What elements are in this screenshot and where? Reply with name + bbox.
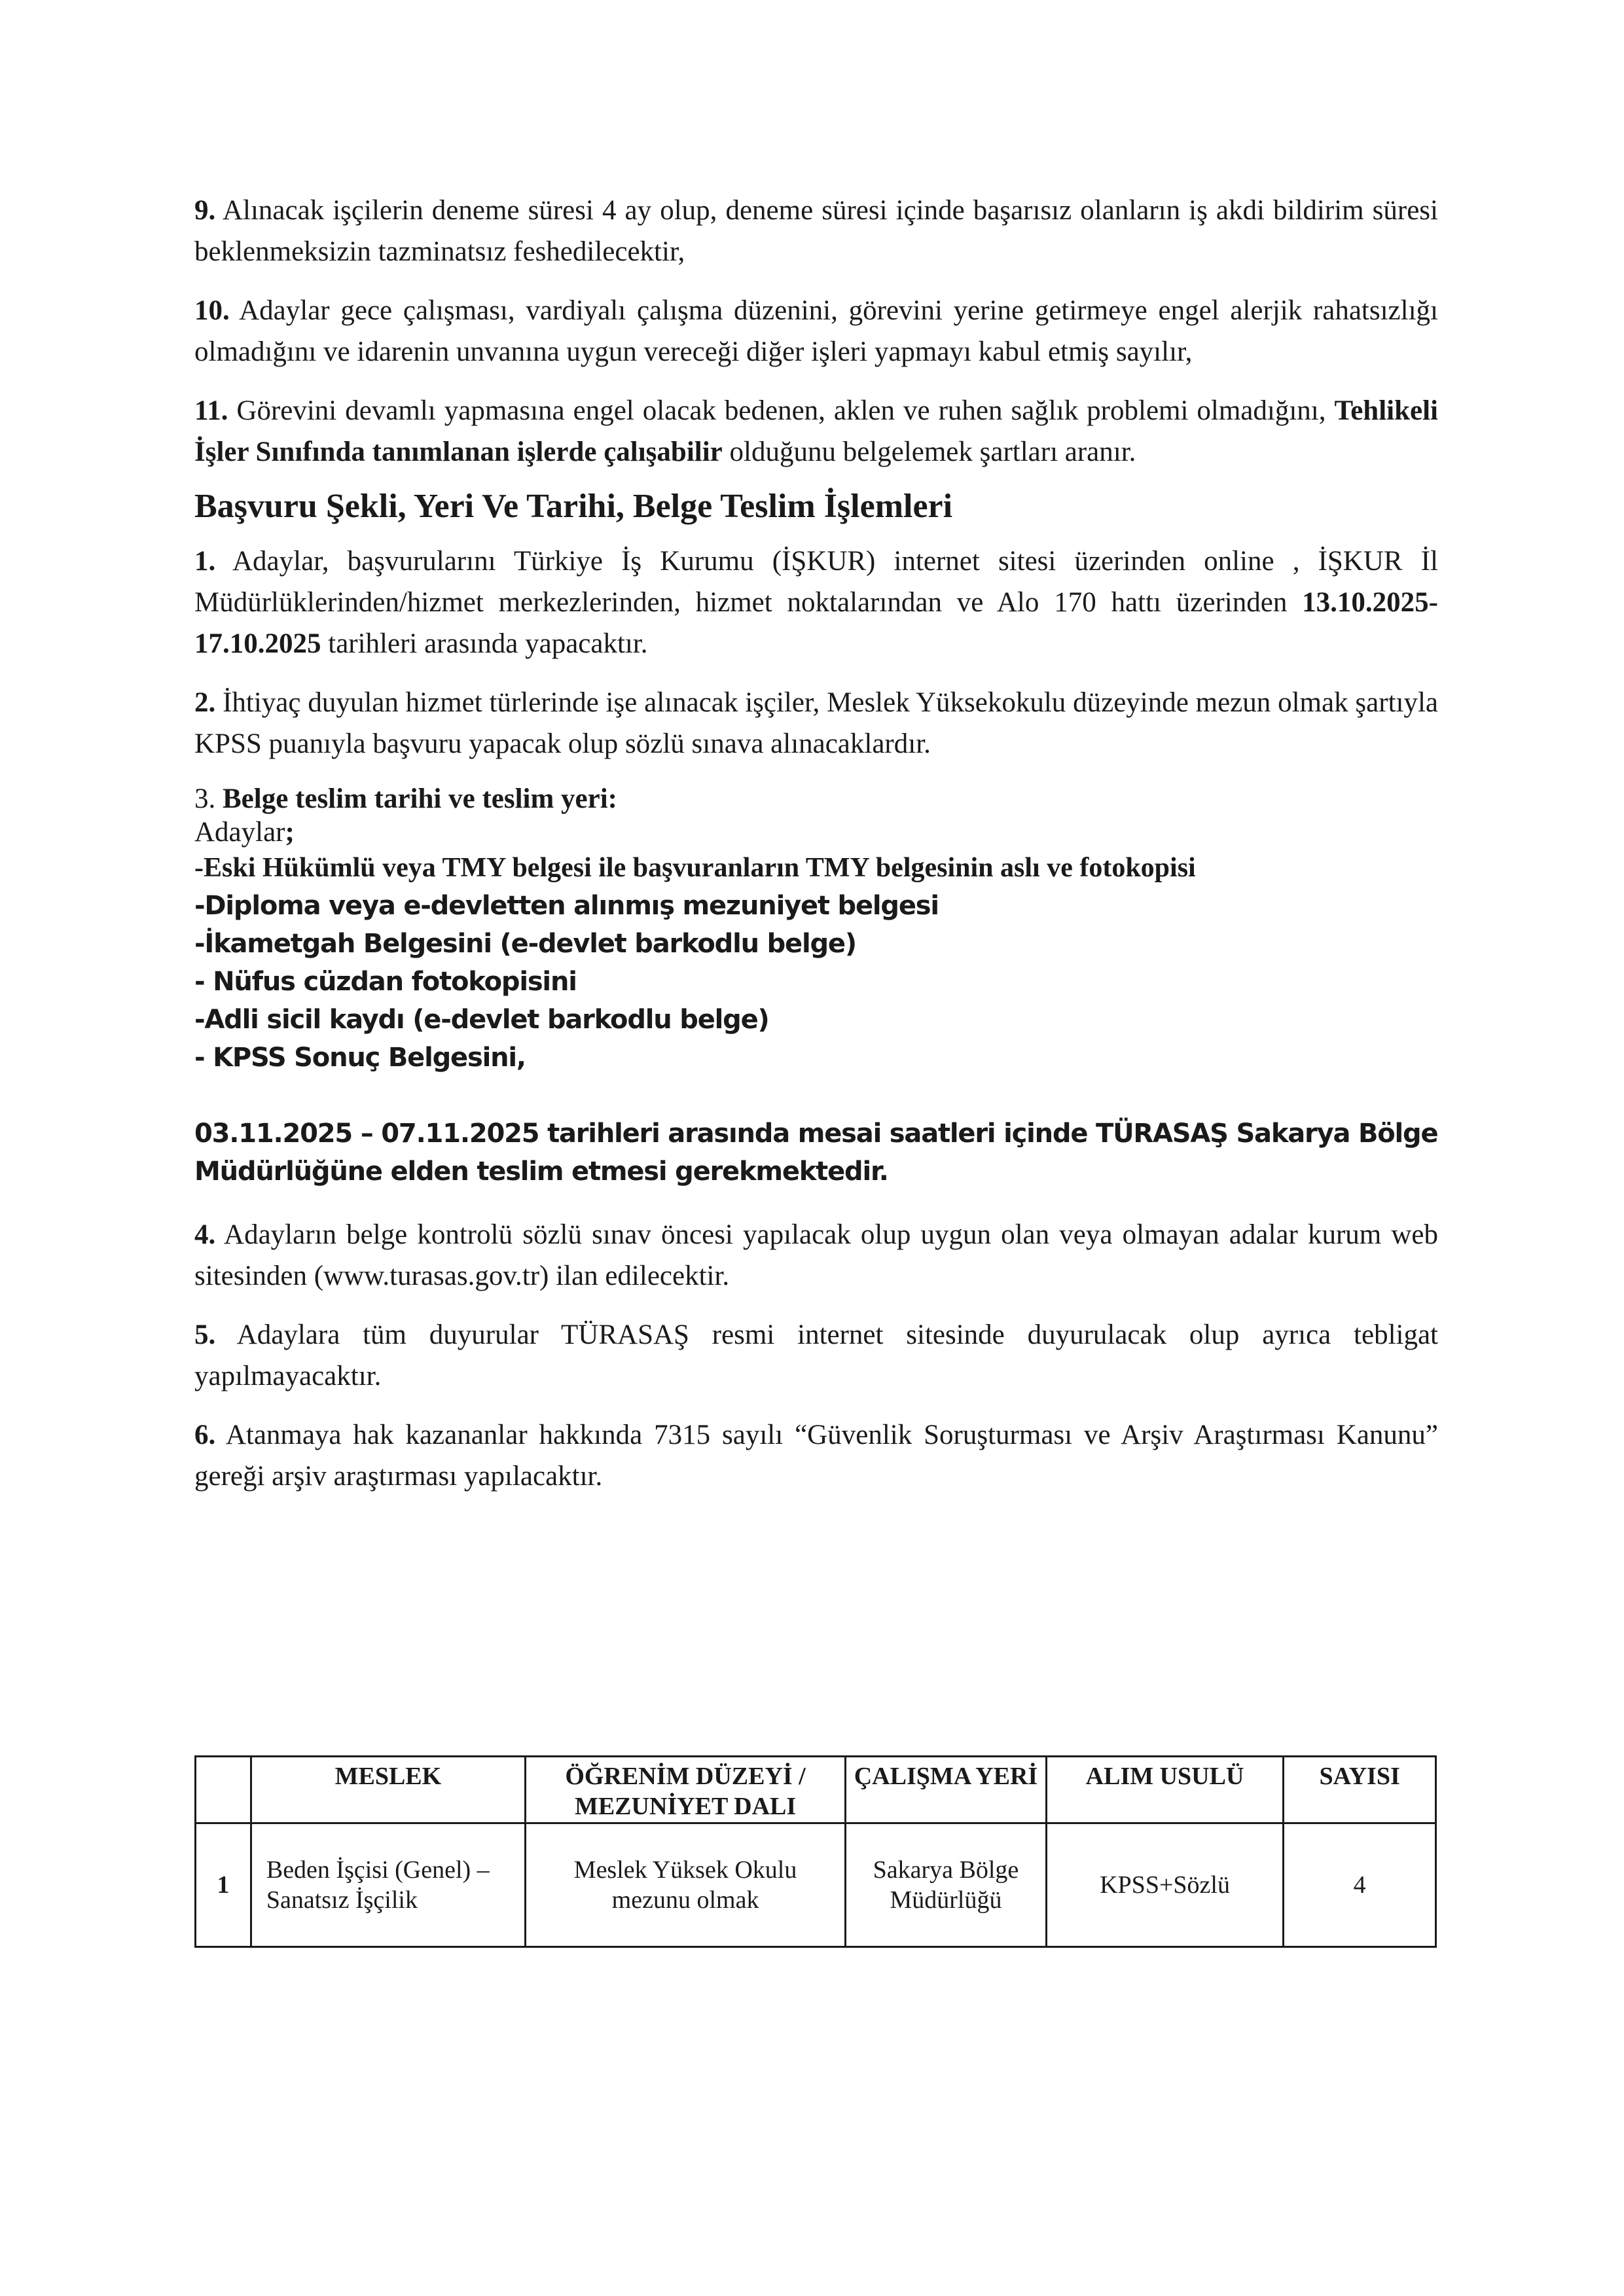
- table-row: [196, 1823, 1436, 1947]
- document-item: -İkametgah Belgesini (e-devlet barkodlu belge): [194, 929, 856, 959]
- item-3-intro: Adaylar: [194, 817, 285, 848]
- item-number: 11.: [194, 395, 228, 426]
- document-item: -Diploma veya e-devletten alınmış mezuniyet belgesi: [194, 891, 939, 921]
- table-header-row: [196, 1757, 1436, 1823]
- cell-sayisi: 4: [1284, 1823, 1436, 1947]
- section-item-3: 3. Belge teslim tarihi ve teslim yeri: Adaylar; -Eski Hükümlü veya TMY belgesi ile başvuranların TMY belgesinin aslı ve fotokopisi -Diploma veya e-devletten alınmış mezuniyet belgesi -İkametgah Belgesini (e-devlet barkodlu belge) - Nüfus cüzdan fotokopisini -Adli sicil kaydı (e-devlet barkodlu belge) - KPSS Sonuç Belgesini, 03.11.2025 – 07.11.2025 tarihleri arasında mesai saatleri içinde TÜRASAŞ Sakarya Bölge Müdürlüğüne elden teslim etmesi gerekmektedir.: [194, 782, 1438, 1191]
- submission-deadline: 03.11.2025 – 07.11.2025 tarihleri arasında mesai saatleri içinde TÜRASAŞ Sakarya Bölge Müdürlüğüne elden teslim etmesi gerekmektedir.: [194, 1119, 1438, 1187]
- section-item-4: [194, 1214, 1438, 1297]
- item-text: Adaylara tüm duyurular TÜRASAŞ resmi internet sitesinde duyurulacak olup ayrıca tebligat yapılmayacaktır.: [194, 1319, 1438, 1391]
- cell-meslek: Beden İşçisi (Genel) – Sanatsız İşçilik: [251, 1823, 525, 1947]
- intro-punct: ;: [285, 817, 295, 848]
- document-item: -Adli sicil kaydı (e-devlet barkodlu belge): [194, 1005, 769, 1035]
- item-text: tarihleri arasında yapacaktır.: [321, 628, 648, 659]
- item-number: 5.: [194, 1319, 216, 1350]
- item-text: İhtiyaç duyulan hizmet türlerinde işe alınacak işçiler, Meslek Yüksekokulu düzeyinde mezun olmak şartıyla KPSS puanıyla başvuru yapacak olup sözlü sınava alınacaklardır.: [194, 687, 1438, 759]
- item-number: 4.: [194, 1219, 216, 1250]
- item-text: Adayların belge kontrolü sözlü sınav öncesi yapılacak olup uygun olan veya olmayan adalar kurum web sitesinden (www.turasas.gov.tr) ilan edilecektir.: [194, 1219, 1438, 1291]
- item-text: Adaylar, başvurularını Türkiye İş Kurumu (İŞKUR) internet sitesi üzerinden online , İŞKUR İl Müdürlüklerinden/hizmet merkezlerinden, hizmet noktalarından ve Alo 170 hattı üzerinden: [194, 546, 1438, 618]
- application-dates: 13.10.2025- 17.10.2025: [194, 587, 1438, 659]
- item-number: 2.: [194, 687, 216, 718]
- document-page: [194, 190, 1438, 1497]
- document-item: -Eski Hükümlü veya TMY belgesi ile başvuranların TMY belgesinin aslı ve fotokopisi: [194, 853, 1196, 883]
- cell-alim-usulu: KPSS+Sözlü: [1046, 1823, 1283, 1947]
- item-number: 6.: [194, 1420, 216, 1450]
- header-ogrenim-duzeyi: ÖĞRENİM DÜZEYİ / MEZUNİYET DALI: [525, 1757, 845, 1823]
- header-alim-usulu: ALIM USULÜ: [1046, 1757, 1283, 1823]
- section-title: Başvuru Şekli, Yeri Ve Tarihi, Belge Teslim İşlemleri: [194, 488, 953, 525]
- document-item: - KPSS Sonuç Belgesini,: [194, 1043, 526, 1073]
- item-text: Alınacak işçilerin deneme süresi 4 ay olup, deneme süresi içinde başarısız olanların iş akdi bildirim süresi beklenmeksizin tazminatsız feshedilecektir,: [194, 195, 1438, 267]
- header-calisma-yeri: ÇALIŞMA YERİ: [846, 1757, 1047, 1823]
- header-index: [196, 1757, 251, 1823]
- item-text: Görevini devamlı yapmasına engel olacak bedenen, aklen ve ruhen sağlık problemi olmadığını,: [236, 395, 1335, 426]
- item-text: olduğunu belgelemek şartları aranır.: [722, 437, 1136, 467]
- item-number: 9.: [194, 195, 216, 226]
- section-item-1: [194, 541, 1438, 664]
- section-item-2: [194, 682, 1438, 764]
- header-meslek: MESLEK: [251, 1757, 525, 1823]
- item-3-title: Belge teslim tarihi ve teslim yeri:: [223, 783, 617, 814]
- item-text-bold: Tehlikeli İşler Sınıfında tanımlanan işlerde çalışabilir: [194, 395, 1439, 467]
- cell-ogrenim-duzeyi: Meslek Yüksek Okulu mezunu olmak: [525, 1823, 845, 1947]
- item-text: Adaylar gece çalışması, vardiyalı çalışma düzenini, görevini yerine getirmeye engel alerjik rahatsızlığı olmadığını ve idarenin unvanına uygun vereceği diğer işleri yapmayı kabul etmiş sayılır,: [194, 295, 1438, 367]
- item-number: 1.: [194, 546, 216, 577]
- item-text: Atanmaya hak kazananlar hakkında 7315 sayılı “Güvenlik Soruşturması ve Arşiv Araştırması Kanunu” gereği arşiv araştırması yapılacaktır.: [194, 1420, 1438, 1492]
- item-9: [194, 190, 1438, 272]
- section-item-5: [194, 1314, 1438, 1397]
- item-11: [194, 390, 1438, 473]
- cell-index: 1: [196, 1823, 251, 1947]
- required-documents-list: [194, 849, 1438, 1077]
- item-number: 10.: [194, 295, 230, 326]
- cell-calisma-yeri: Sakarya Bölge Müdürlüğü: [846, 1823, 1047, 1947]
- section-item-6: [194, 1414, 1438, 1497]
- item-10: [194, 290, 1438, 372]
- item-number: 3: [194, 783, 209, 814]
- positions-table: [194, 1755, 1437, 1948]
- header-sayisi: SAYISI: [1284, 1757, 1436, 1823]
- document-item: - Nüfus cüzdan fotokopisini: [194, 967, 577, 997]
